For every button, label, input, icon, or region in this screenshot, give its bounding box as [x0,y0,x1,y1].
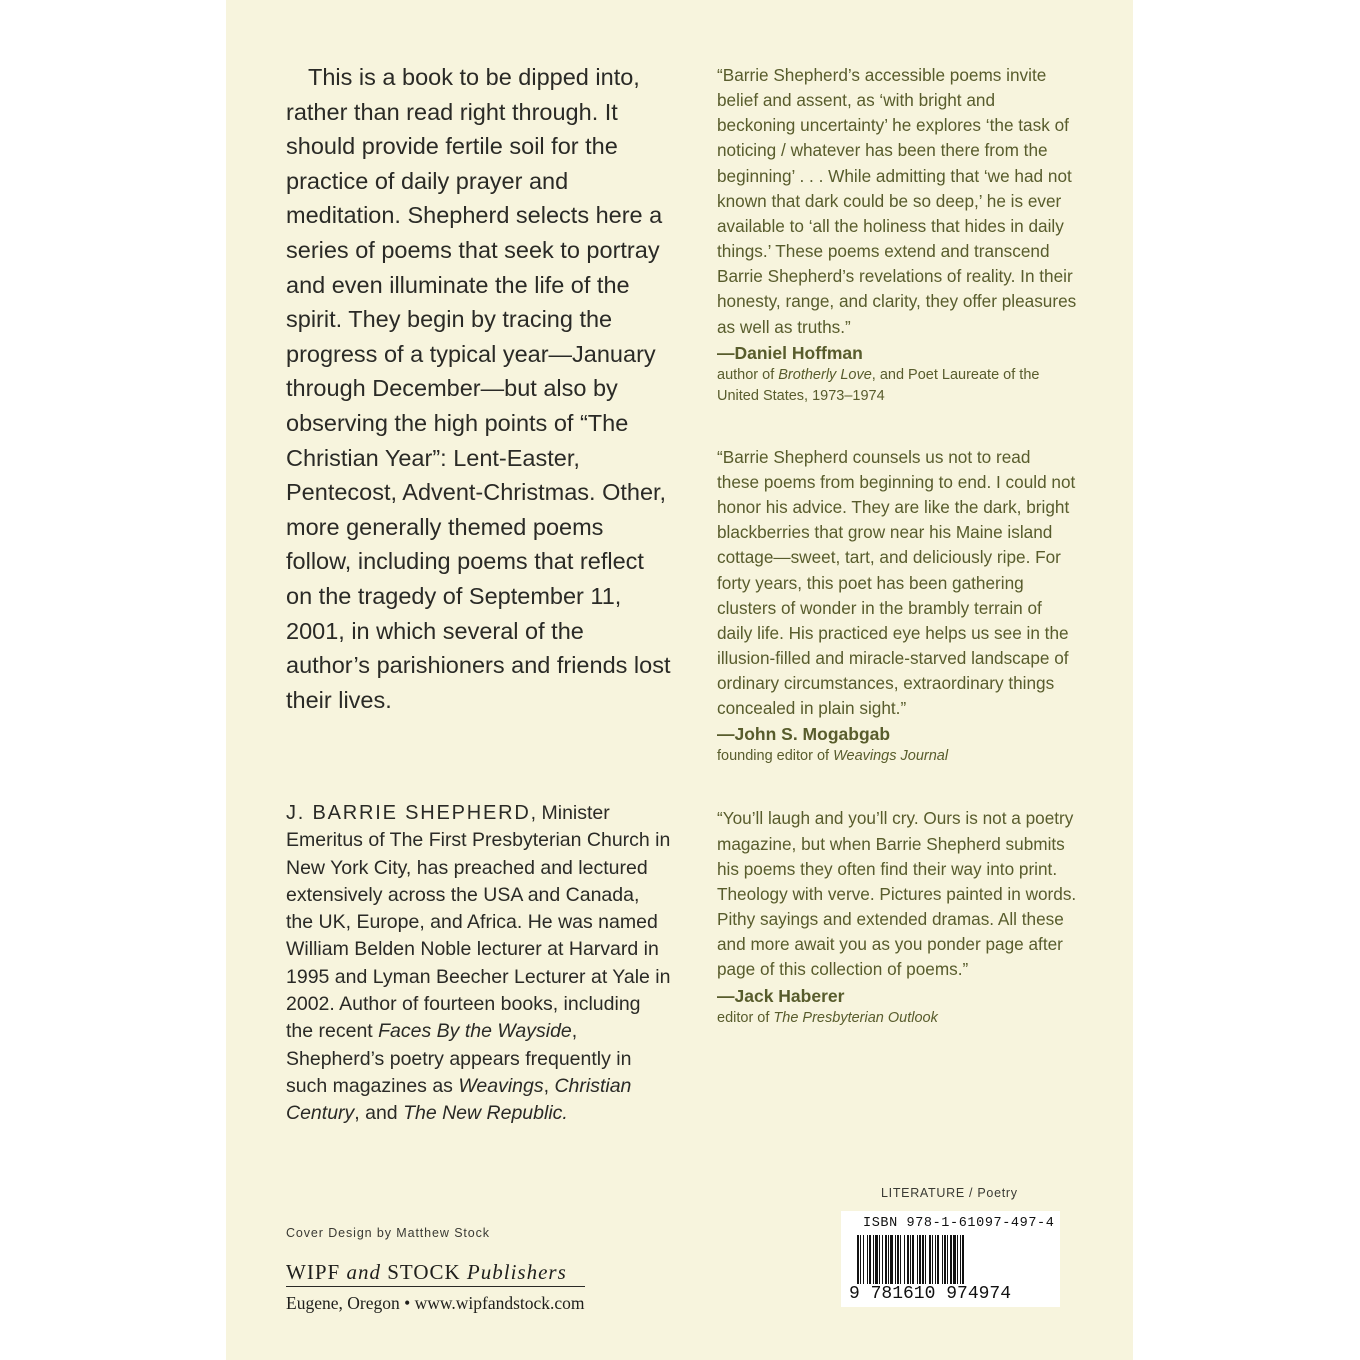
endorsement-author: —Daniel Hoffman [717,342,863,363]
role-work: The Presbyterian Outlook [773,1009,938,1026]
publisher-location: Eugene, Oregon • www.wipfandstock.com [286,1293,585,1313]
endorsement-quote: “You’ll laugh and you’ll cry. Ours is not a poetry magazine, but when Barrie Shepherd submits his poems they often find their way into print. Theology with verve. Pictures painted in words. Pithy sayings and extended dramas. All these and more await you as you ponder page after page of this collection of poems.” [717,808,1077,980]
bio-magazine-3: The New Republic. [403,1102,568,1125]
bio-magazine-1: Weavings [458,1074,544,1097]
publisher-name-c: Publishers [466,1260,567,1284]
role-prefix: founding editor of [717,748,834,765]
barcode-digits-text: 9 781610 974974 [849,1284,1012,1304]
barcode-digits [849,1284,1054,1304]
endorsement-role [717,746,1077,767]
isbn-barcode [841,1211,1060,1307]
bio-text-1: , Minister Emeritus of The First Presbyterian Church in New York City, has preached and lectured extensively across the USA and Canada, the UK, Europe, and Africa. He was named William Belden Noble lecturer at Harvard in 1995 and Lyman Beecher Lecturer at Yale in 2002. Author of fourteen books, including the recent [286,802,671,1043]
author-bio [286,800,671,1128]
publisher-name-b: STOCK [380,1260,467,1284]
role-work: Weavings Journal [833,748,949,765]
endorsement-quote: “Barrie Shepherd counsels us not to read these poems from beginning to end. I could not honor his advice. They are like the dark, bright blackberries that grow near his Maine island cottage—sweet, tart, and deliciously ripe. For forty years, this poet has been gathering clusters of wonder in the brambly terrain of daily life. His practiced eye helps us see in the illusion-filled and miracle-starved landscape of ordinary circumstances, extraordinary things concealed in plain sight.” [717,446,1076,719]
endorsement-author: —Jack Haberer [717,985,845,1006]
category-label: LITERATURE / Poetry [881,1186,1018,1200]
bio-text-2: , Shepherd’s poetry appears frequently in such magazines as [286,1020,632,1097]
cover-design-credit: Cover Design by Matthew Stock [286,1226,490,1240]
endorsements [717,63,1077,1029]
role-work: Brotherly Love [778,366,872,383]
bio-magazine-2: Christian Century [286,1074,632,1125]
role-prefix: author of [717,366,779,383]
endorsement-role [717,1008,1077,1029]
bio-book-title: Faces By the Wayside [378,1020,572,1043]
publisher-name-and: and [346,1260,381,1284]
endorsement-role [717,365,1077,407]
publisher-imprint [286,1260,585,1314]
endorsement-author: —John S. Mogabgab [717,724,891,745]
isbn-text: ISBN 978-1-61097-497-4 [863,1216,1055,1231]
book-description [286,60,671,717]
bio-separator-1: , [543,1074,555,1097]
role-suffix: , and Poet Laureate of the United States, 1973–1974 [717,366,1040,404]
endorsement-quote: “Barrie Shepherd’s accessible poems invite belief and assent, as ‘with bright and beckoning uncertainty’ he explores ‘the task of noticing / whatever has been there from the beginning’ . . . While admitting that ‘we had not known that dark could be so deep,’ he is ever available to ‘all the holiness that hides in daily things.’ These poems extend and transcend Barrie Shepherd’s revelations of reality. In their honesty, range, and clarity, they offer pleasures as well as truths.” [717,65,1077,337]
role-prefix: editor of [717,1009,774,1026]
description-text: This is a book to be dipped into, rather than read right through. It should provide fertile soil for the practice of daily prayer and meditation. Shepherd selects here a series of poems that seek to portray and even illuminate the life of the spirit. They begin by tracing the progress of a typical year—January through December—but also by observing the high points of “The Christian Year”: Lent-Easter, Pentecost, Advent-Christmas. Other, more generally themed poems follow, including poems that reflect on the tragedy of September 11, 2001, in which several of the author’s parishioners and friends lost their lives. [286,64,671,713]
bio-separator-2: , and [354,1102,404,1125]
publisher-name-a: WIPF [286,1260,347,1284]
author-name: J. BARRIE SHEPHERD [286,802,531,824]
publisher-name [286,1260,585,1287]
